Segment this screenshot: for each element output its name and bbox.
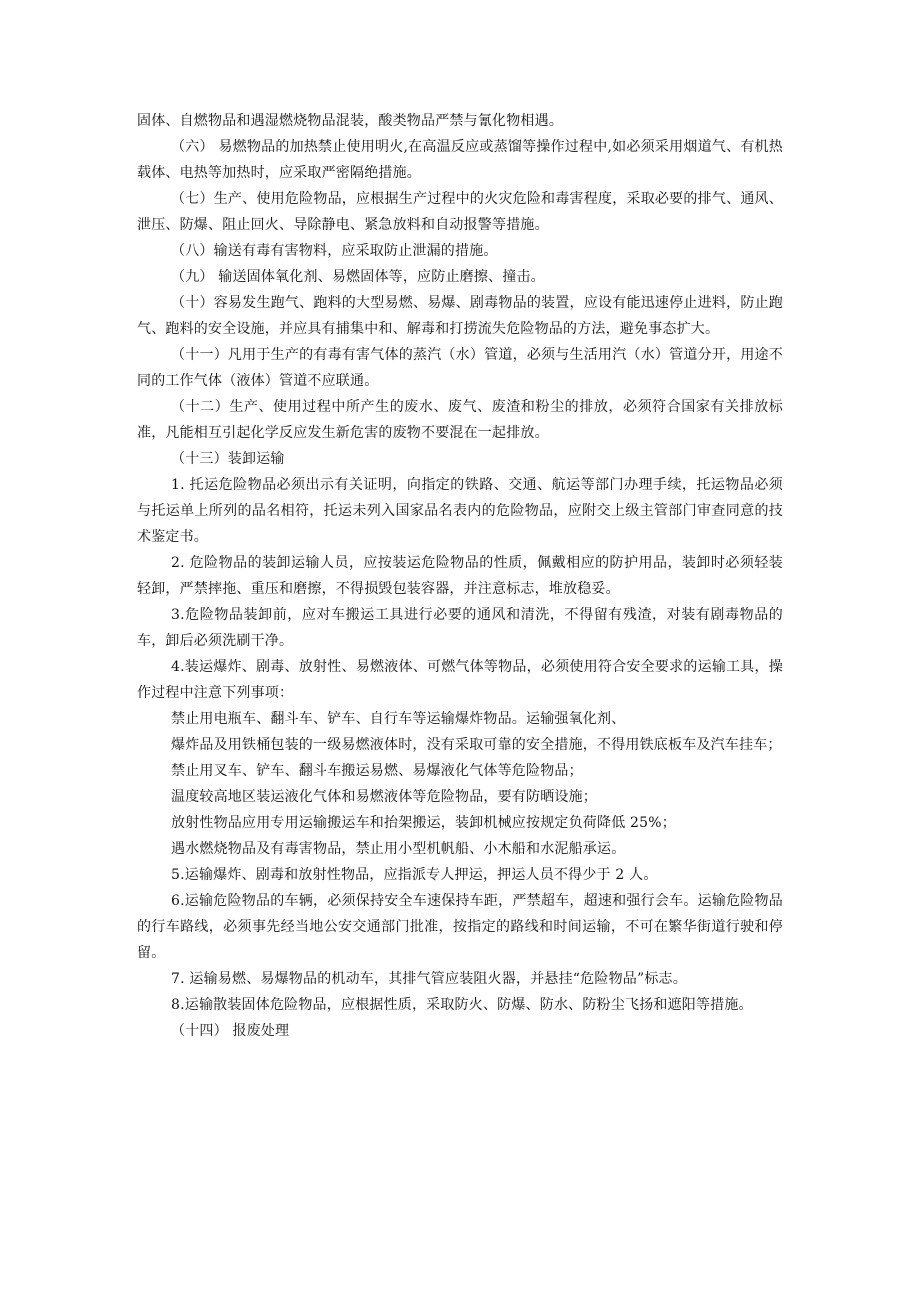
item-4-note-b: 爆炸品及用铁桶包装的一级易燃液体时，没有采取可靠的安全措施，不得用铁底板车及汽车挂车；: [171, 737, 782, 753]
item-6: 6.运输危险物品的车辆，必须保持安全车速保持车距，严禁超车，超速和强行会车。运输危险物品的行车路线，必须事先经当地公安交通部门批准，按指定的路线和时间运输，不可在繁华街道行驶和停留。: [137, 893, 783, 961]
paragraph-1: 固体、自燃物品和遇湿燃烧物品混装，酸类物品严禁与氰化物相遇。: [137, 113, 563, 129]
paragraph-section-11: （十一）凡用于生产的有毒有害气体的蒸汽（水）管道，必须与生活用汽（水）管道分开，用途不同的工作气体（液体）管道不应联通。: [137, 347, 783, 389]
item-2: 2. 危险物品的装卸运输人员，应按装运危险物品的性质，佩戴相应的防护用品，装卸时必须轻装轻卸，严禁摔拖、重压和磨擦，不得损毁包装容器，并注意标志，堆放稳妥。: [137, 555, 783, 597]
item-4-note-f: 遇水燃烧物品及有毒害物品，禁止用小型机帆船、小木船和水泥船承运。: [171, 841, 626, 857]
item-3: 3.危险物品装卸前，应对车搬运工具进行必要的通风和清洗，不得留有残渣，对装有剧毒物品的车，卸后必须洗刷干净。: [137, 607, 783, 649]
item-8: 8.运输散装固体危险物品，应根据性质，采取防火、防爆、防水、防粉尘飞扬和遮阳等措施。: [171, 997, 753, 1013]
section-14-heading: （十四） 报废处理: [171, 1023, 290, 1039]
document-body: [137, 108, 783, 1044]
paragraph-section-10: （十）容易发生跑气、跑料的大型易燃、易爆、剧毒物品的装置，应设有能迅速停止进料，防止跑气、跑料的安全设施，并应具有捕集中和、解毒和打捞流失危险物品的方法，避免事态扩大。: [137, 295, 783, 337]
paragraph-section-9: （九） 输送固体氧化剂、易燃固体等，应防止磨擦、撞击。: [171, 269, 545, 285]
item-4-note-d: 温度较高地区装运液化气体和易燃液体等危险物品，要有防晒设施；: [171, 789, 597, 805]
item-1: 1. 托运危险物品必须出示有关证明，向指定的铁路、交通、航运等部门办理手续，托运物品必须与托运单上所列的品名相符，托运未列入国家品名表内的危险物品，应附交上级主管部门审查同意的技术鉴定书。: [137, 477, 783, 545]
item-7: 7. 运输易燃、易爆物品的机动车，其排气管应装阻火器，并悬挂“危险物品”标志。: [171, 971, 687, 987]
paragraph-section-12: （十二）生产、使用过程中所产生的废水、废气、废渣和粉尘的排放，必须符合国家有关排放标准，凡能相互引起化学反应发生新危害的废物不要混在一起排放。: [137, 399, 783, 441]
paragraph-section-6: （六） 易燃物品的加热禁止使用明火,在高温反应或蒸馏等操作过程中,如必须采用烟道气、有机热载体、电热等加热时，应采取严密隔绝措施。: [137, 139, 783, 181]
item-4-note-c: 禁止用叉车、铲车、翻斗车搬运易燃、易爆液化气体等危险物品；: [171, 763, 583, 779]
item-4-note-e: 放射性物品应用专用运输搬运车和抬架搬运，装卸机械应按规定负荷降低 25%；: [171, 815, 676, 831]
section-13-heading: （十三）装卸运输: [171, 451, 285, 467]
item-4-note-a: 禁止用电瓶车、翻斗车、铲车、自行车等运输爆炸物品。运输强氧化剂、: [171, 711, 626, 727]
paragraph-section-7: （七）生产、使用危险物品，应根据生产过程中的火灾危险和毒害程度，采取必要的排气、通风、泄压、防爆、阻止回火、导除静电、紧急放料和自动报警等措施。: [137, 191, 783, 233]
item-5: 5.运输爆炸、剧毒和放射性物品，应指派专人押运，押运人员不得少于 2 人。: [171, 867, 658, 883]
paragraph-section-8: （八）输送有毒有害物料，应采取防止泄漏的措施。: [171, 243, 498, 259]
item-4: 4.装运爆炸、剧毒、放射性、易燃液体、可燃气体等物品，必须使用符合安全要求的运输工具，操作过程中注意下列事项：: [137, 659, 783, 701]
